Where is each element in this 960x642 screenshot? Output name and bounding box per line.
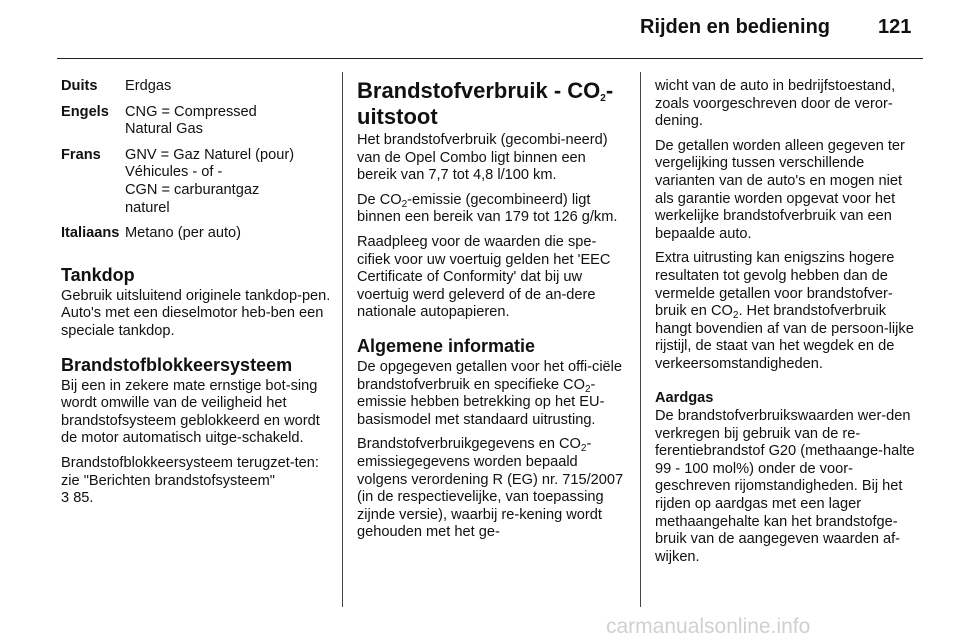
subscript: 2 — [584, 383, 591, 395]
brandstofblokkeer-reset-text — [61, 455, 331, 508]
value-line: Erdgas — [125, 78, 172, 94]
value-line: CGN = carburantgaz — [125, 181, 260, 198]
value-line: GNV = Gaz Naturel (pour) — [125, 146, 295, 163]
paragraph — [655, 250, 923, 373]
aardgas-heading: Aardgas — [655, 389, 714, 406]
page-number: 121 — [878, 16, 912, 38]
text: Brandstofverbruikgegevens en CO — [357, 436, 581, 453]
value-line: Véhicules - of - — [125, 164, 223, 181]
language-key: Italiaans — [61, 225, 120, 242]
value-line: CNG = Compressed — [125, 103, 257, 120]
table-row — [61, 225, 294, 251]
text: . Het brandstofverbruik hangt bovendien af van de persoon-lijke rijstijl, de staat van het wegdek en de verkeersomstandigheden. — [655, 303, 914, 372]
brandstofblokkeer-text: Bij een in zekere mate ernstige bot-sing wordt omwille van de veiligheid het brandstofsysteem geblokkeerd en wordt de motor automatisch uitge-schakeld. — [61, 377, 320, 447]
header-rule — [57, 58, 923, 59]
language-table — [61, 78, 294, 251]
text: -emissie hebben betrekking op het EU-basismodel met standaard uitrusting. — [357, 376, 605, 428]
paragraph: Het brandstofverbruik (gecombi-neerd) van de Opel Combo ligt binnen een bereik van 7,7 tot 4,8 l/100 km. — [357, 132, 608, 184]
subscript: 2 — [401, 198, 408, 210]
subscript: 2 — [580, 443, 587, 455]
brandstofblokkeer-heading: Brandstofblokkeersysteem — [61, 354, 293, 375]
value-line: Metano (per auto) — [125, 225, 242, 242]
page-ref-icon: 3 — [61, 490, 70, 507]
heading-part: Brandstofverbruik - CO — [357, 78, 601, 103]
paragraph — [357, 436, 627, 542]
language-key: Engels — [61, 103, 109, 120]
paragraph: Raadpleeg voor de waarden die spe-cifiek voor uw voertuig gelden het 'EEC Certificate of Conformity' dat bij uw voertuig werd geleverd of de an-dere nationale autopapieren. — [357, 233, 611, 321]
language-key: Duits — [61, 78, 98, 94]
text: De opgegeven getallen voor het offi-ciële brandstofverbruik en specifieke CO — [357, 358, 623, 393]
column-1 — [61, 78, 331, 515]
language-value — [125, 225, 294, 251]
co2-heading — [357, 78, 627, 130]
table-row — [61, 147, 294, 225]
tankdop-text: Gebruik uitsluitend originele tankdop-pen. Auto's met een dieselmotor heb-ben een speciale tankdop. — [61, 287, 331, 339]
table-row — [61, 104, 294, 147]
language-key: Frans — [61, 146, 101, 163]
watermark-text: carmanualsonline.info — [606, 615, 811, 638]
table-row — [61, 78, 294, 104]
subscript: 2 — [600, 93, 606, 104]
language-value — [125, 78, 294, 104]
column-divider-1 — [342, 72, 343, 607]
paragraph — [357, 359, 627, 429]
text: -emissie (gecombineerd) ligt binnen een bereik van 179 tot 126 g/km. — [357, 191, 618, 226]
reset-text: Brandstofblokkeersysteem terugzet-ten: zie "Berichten brandstofsysteem" — [61, 454, 319, 489]
language-value — [125, 147, 294, 225]
paragraph — [357, 192, 627, 227]
paragraph: wicht van de auto in bedrijfstoestand, zoals voorgeschreven door de veror-dening. — [655, 78, 896, 130]
text: De CO — [357, 191, 402, 208]
page-header-title: Rijden en bediening — [640, 16, 831, 38]
subscript: 2 — [732, 310, 739, 322]
text: -emissiegegevens worden bepaald volgens verordening R (EG) nr. 715/2007 (in de respectievelijke, van toepassing zijnde versie), waarbij re-kening wordt gehouden met het ge- — [357, 436, 624, 541]
column-3 — [655, 78, 923, 573]
value-line: Natural Gas — [125, 121, 203, 138]
paragraph: De brandstofverbruikswaarden wer-den verkregen bij gebruik van de re-ferentiebrandstof G20 (methaange-halte 99 - 100 mol%) onder de voor-geschreven rijomstandigheden. Bij het rijden op aardgas met een lager methaangehalte kan het brandstofge-bruik van de aangegeven waarden af-wijken. — [655, 408, 915, 565]
page-ref-number[interactable]: 85. — [73, 490, 94, 507]
text: Extra uitrusting kan enigszins hogere resultaten tot gevolg hebben dan de vermelde getallen voor brandstofver-bruik en CO — [655, 250, 895, 320]
column-divider-2 — [640, 72, 641, 607]
algemene-informatie-heading: Algemene informatie — [357, 335, 536, 356]
column-2 — [357, 78, 627, 549]
paragraph: De getallen worden alleen gegeven ter vergelijking tussen verschillende varianten van de auto's en mogen niet als garantie worden opgevat voor het werkelijke brandstofverbruik van een bepaalde auto. — [655, 137, 905, 242]
value-line: naturel — [125, 199, 170, 216]
heading-part: -uitstoot — [357, 78, 614, 129]
tankdop-heading: Tankdop — [61, 264, 135, 285]
language-value — [125, 104, 294, 147]
